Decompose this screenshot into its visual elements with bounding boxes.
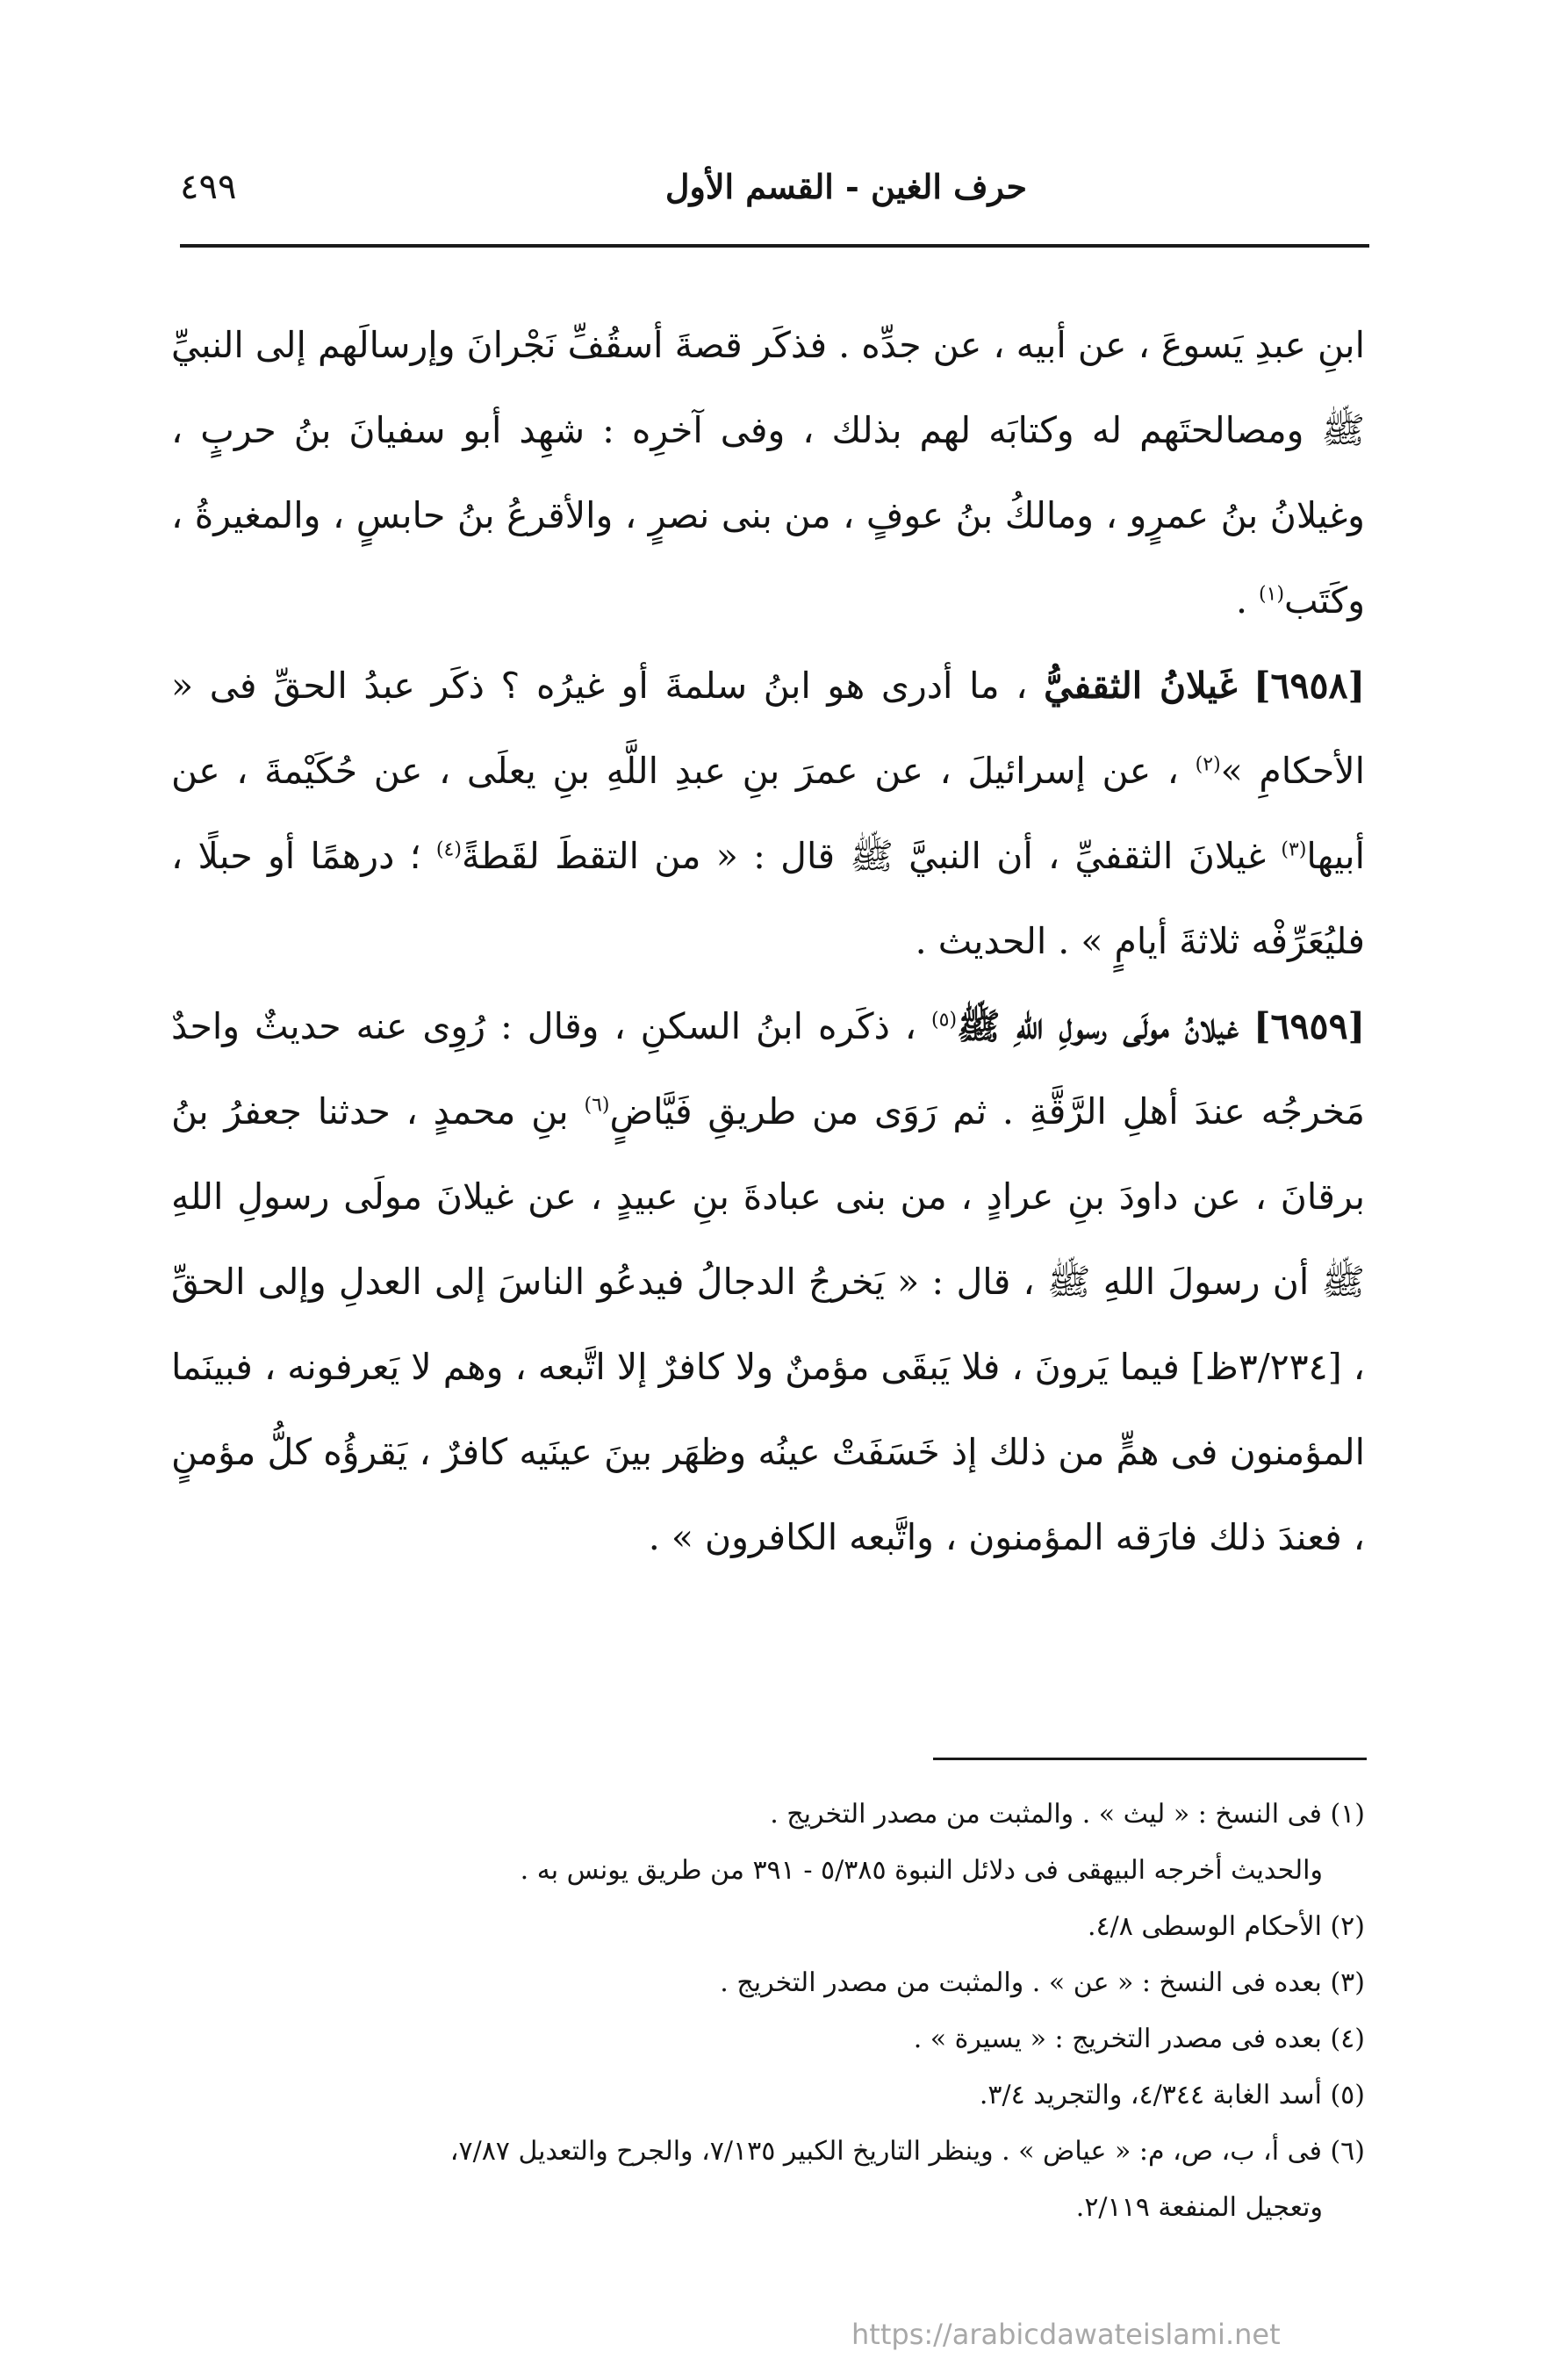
- running-title: حرف الغين - القسم الأول: [664, 167, 1027, 206]
- watermark-url: https://arabicdawateislami.net: [851, 2318, 1281, 2351]
- entry-text: ؛ درهمًا أو حبلًا ، فليُعَرِّفْه ثلاثةَ أيامٍ » . الحديث .: [171, 835, 1365, 962]
- entry-name: غَيلانُ الثقفيُّ: [1044, 665, 1238, 707]
- footnote-3: (٣) بعده فى النسخ : « عن » . والمثبت من مصدر التخريج .: [720, 1967, 1365, 1998]
- footnote-6-continuation: وتعجيل المنفعة ٢/١١٩.: [1075, 2192, 1323, 2223]
- paragraph-continuation: [171, 303, 1365, 644]
- footnote-ref-5[interactable]: (٥): [931, 1009, 958, 1032]
- main-text: [171, 303, 1365, 1580]
- footnote-ref-1[interactable]: (١): [1259, 583, 1285, 606]
- page-header: [180, 167, 1369, 228]
- entry-number: [٦٩٥٩]: [1253, 1005, 1365, 1047]
- entry-text: ، ما أدرى هو ابنُ سلمةَ أو غيرُه ؟ ذكَر عبدُ الحقِّ فى « الأحكامِ »: [171, 665, 1365, 792]
- entry-6959: [171, 984, 1365, 1580]
- paragraph-end: .: [1235, 579, 1260, 622]
- footnote-1: (١) فى النسخ : « ليث » . والمثبت من مصدر التخريج .: [770, 1799, 1365, 1830]
- footnote-separator: [933, 1758, 1367, 1760]
- header-rule: [180, 244, 1369, 248]
- entry-text: ، عن إسرائيلَ ، عن عمرَ بنِ عبدِ اللَّهِ بنِ يعلَى ، عن حُكَيْمةَ ، عن أبيها: [171, 750, 1365, 877]
- footnote-5: (٥) أسد الغابة ٤/٣٤٤، والتجريد ٣/٤.: [979, 2080, 1365, 2110]
- footnote-2: (٢) الأحكام الوسطى ٤/٨.: [1087, 1911, 1365, 1942]
- footnote-6: (٦) فى أ، ب، ص، م: « عياض » . وينظر التاريخ الكبير ٧/١٣٥، والجرح والتعديل ٧/٨٧،: [449, 2136, 1365, 2167]
- footnote-4: (٤) بعده فى مصدر التخريج : « يسيرة » .: [913, 2024, 1365, 2054]
- page-number: ٤٩٩: [180, 167, 237, 207]
- footnote-ref-4[interactable]: (٤): [435, 838, 462, 861]
- entry-text: ، ذكَره ابنُ السكنِ ، وقال : رُوِى عنه حديثٌ واحدٌ مَخرجُه عندَ أهلِ الرَّقَّةِ . ثم رَوَى من طريقِ فَيَّاضٍ: [171, 1005, 1365, 1132]
- entry-6958: [171, 644, 1365, 984]
- entry-text: بنِ محمدٍ ، حدثنا جعفرُ بنُ برقانَ ، عن داودَ بنِ عرادٍ ، من بنى عبادةَ بنِ عبيدٍ ، عن غيلانَ مولَى رسولِ اللهِ ﷺ أن رسولَ اللهِ ﷺ ، قال : « يَخرجُ الدجالُ فيدعُو الناسَ إلى العدلِ وإلى الحقِّ ، [٣/٢٣٤ظ] فيما يَرونَ ، فلا يَبقَى مؤمنٌ ولا كافرٌ إلا اتَّبعه ، وهم لا يَعرفونه ، فبينَما المؤمنون فى همٍّ من ذلك إذ خَسَفَتْ عينُه وظهَر بينَ عينَيه كافرٌ ، يَقرؤُه كلُّ مؤمنٍ ، فعندَ ذلك فارَقه المؤمنون ، واتَّبعه الكافرون » .: [171, 1090, 1365, 1558]
- entry-text: غيلانَ الثقفيِّ ، أن النبيَّ ﷺ قال : « من التقطَ لقَطةً: [461, 835, 1282, 877]
- footnote-ref-3[interactable]: (٣): [1281, 838, 1307, 861]
- footnote-ref-2[interactable]: (٢): [1195, 753, 1221, 776]
- footnote-1-continuation: والحديث أخرجه البيهقى فى دلائل النبوة ٥/٣٨٥ - ٣٩١ من طريق يونس به .: [520, 1855, 1323, 1886]
- entry-name: غيلانُ مولَى رسولِ اللهِ ﷺ: [957, 1005, 1239, 1047]
- paragraph-text: ابنِ عبدِ يَسوعَ ، عن أبيه ، عن جدِّه . فذكَر قصةَ أسقُفِّ نَجْرانَ وإرسالَهم إلى النبيِّ ﷺ ومصالحتَهم له وكتابَه لهم بذلك ، وفى آخرِه : شهِد أبو سفيانَ بنُ حربٍ ، وغيلانُ بنُ عمرٍو ، ومالكُ بنُ عوفٍ ، من بنى نصرٍ ، والأقرعُ بنُ حابسٍ ، والمغيرةُ ، وكَتَب: [171, 324, 1365, 622]
- footnote-ref-6[interactable]: (٦): [584, 1094, 610, 1117]
- footnotes: [171, 1787, 1365, 2236]
- entry-number: [٦٩٥٨]: [1253, 665, 1365, 707]
